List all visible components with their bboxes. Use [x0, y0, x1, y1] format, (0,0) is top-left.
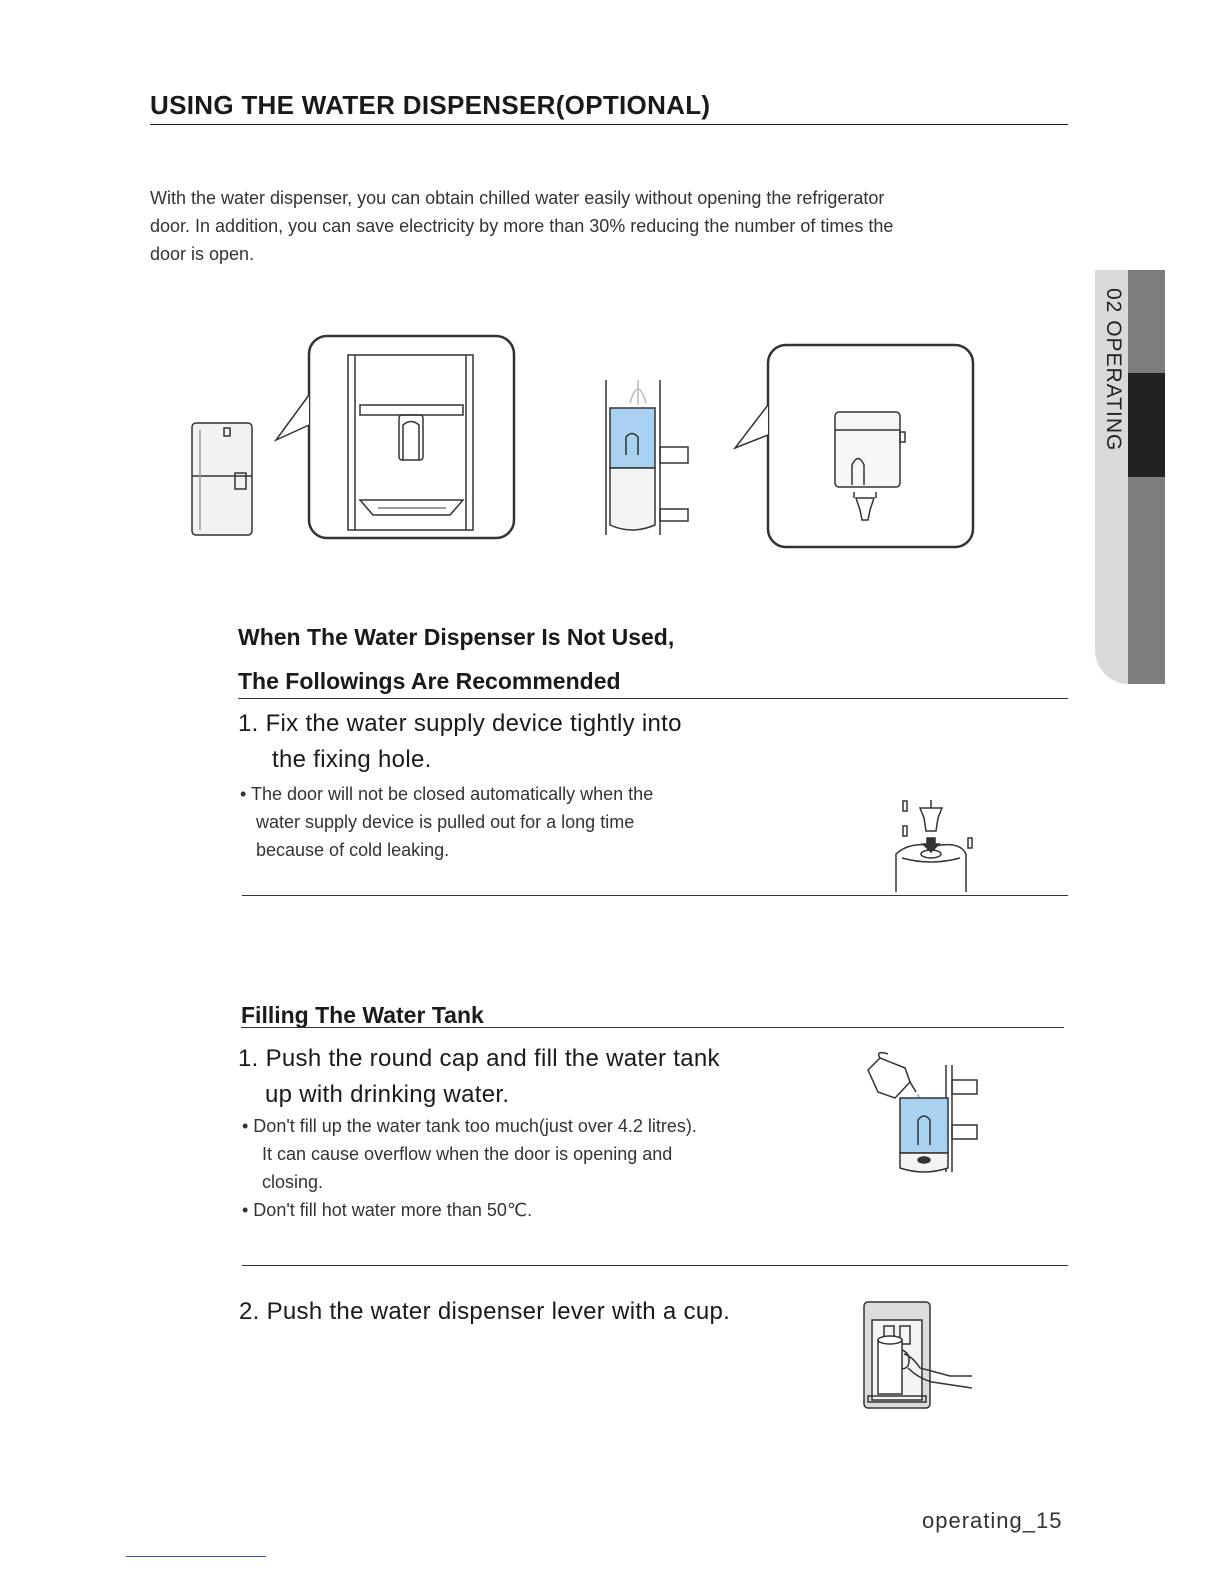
supply-device-callout	[730, 340, 980, 555]
bullet-line: closing.	[262, 1172, 324, 1192]
not-used-title-line: The Followings Are Recommended	[238, 668, 621, 694]
side-tab-stripe	[1128, 270, 1165, 684]
bullet-line: • The door will not be closed automatically when the	[240, 784, 654, 804]
bullet-line: • Don't fill up the water tank too much(just over 4.2 litres).	[242, 1116, 697, 1136]
footer-line	[126, 1556, 266, 1557]
filling-tank-illustration	[860, 1050, 980, 1175]
section-divider	[238, 698, 1068, 699]
intro-line: With the water dispenser, you can obtain chilled water easily without opening the refrigerator	[150, 188, 885, 208]
fridge-overview-illustration	[188, 330, 528, 545]
filling-bullets	[242, 1112, 697, 1224]
bullet-line: • Don't fill hot water more than 50℃.	[242, 1200, 533, 1220]
fridge-icon	[192, 423, 252, 535]
section-divider	[242, 895, 1068, 896]
section-divider	[241, 1027, 1064, 1028]
page-number: operating_15	[922, 1508, 1063, 1533]
not-used-step-1	[238, 706, 682, 778]
step-line: 1. Fix the water supply device tightly into	[238, 710, 682, 737]
filling-step-1	[238, 1041, 720, 1113]
bullet-line: It can cause overflow when the door is opening and	[262, 1144, 673, 1164]
side-tab-active-marker	[1128, 373, 1165, 477]
page-title: USING THE WATER DISPENSER(OPTIONAL)	[150, 88, 1068, 125]
not-used-title-line: When The Water Dispenser Is Not Used,	[238, 624, 675, 650]
step-line: the fixing hole.	[272, 746, 432, 773]
dispenser-callout	[276, 336, 514, 538]
intro-line: door is open.	[150, 244, 255, 264]
chapter-side-tab	[1095, 270, 1165, 684]
cup-dispense-illustration	[860, 1298, 980, 1413]
side-tab-label: 02 OPERATING	[1102, 288, 1125, 452]
bullet-line: water supply device is pulled out for a long time	[256, 812, 635, 832]
intro-paragraph	[150, 184, 1030, 268]
water-tank-illustration	[598, 375, 698, 540]
filling-step-2: 2. Push the water dispenser lever with a cup.	[239, 1298, 731, 1325]
intro-line: door. In addition, you can save electricity by more than 30% reducing the number of times the	[150, 216, 894, 236]
not-used-title	[238, 615, 674, 703]
fixing-hole-illustration	[890, 796, 980, 894]
step-line: 1. Push the round cap and fill the water tank	[238, 1045, 720, 1072]
step-line: up with drinking water.	[265, 1081, 510, 1108]
filling-title: Filling The Water Tank	[241, 1002, 484, 1028]
section-divider	[242, 1265, 1068, 1266]
not-used-bullet	[240, 780, 653, 864]
bullet-line: because of cold leaking.	[256, 840, 450, 860]
